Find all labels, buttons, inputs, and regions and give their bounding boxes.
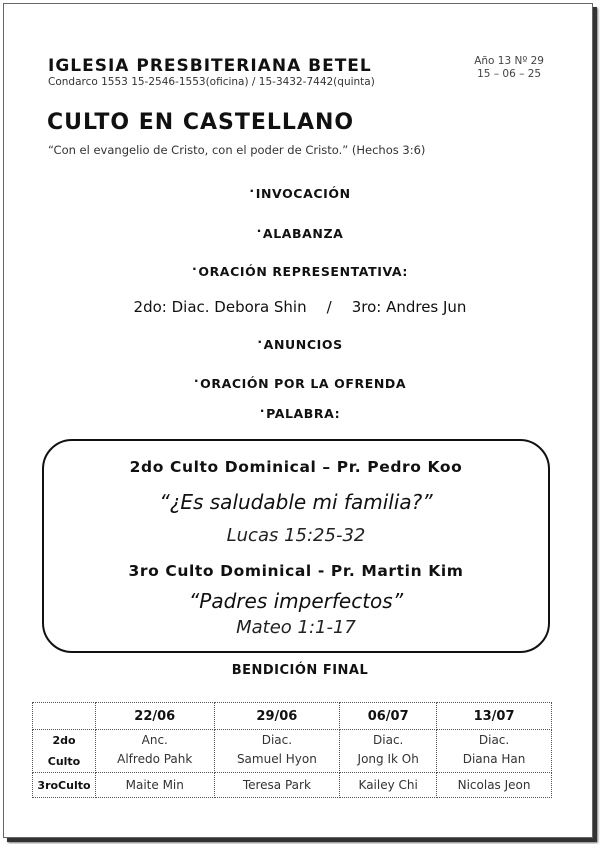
roster-cell <box>437 730 552 773</box>
roster-cell <box>96 730 215 773</box>
row-label-line: Culto <box>47 755 81 768</box>
roster-cell <box>214 730 340 773</box>
order-label: ORACIÓN POR LA OFRENDA <box>200 376 407 391</box>
order-anuncios <box>0 334 600 352</box>
order-ofrenda <box>0 373 600 391</box>
roster-title: Diac. <box>373 732 404 747</box>
bendicion-final: BENDICIÓN FINAL <box>231 663 369 678</box>
roster-title: Diac. <box>261 732 293 747</box>
roster-row-2do <box>33 730 552 773</box>
roster-person: Alfredo Pahk <box>117 751 193 766</box>
sermon-1-heading: 2do Culto Dominical – Pr. Pedro Koo <box>129 458 463 476</box>
order-label: ANUNCIOS <box>263 337 343 352</box>
order-label: ALABANZA <box>262 226 344 241</box>
sermon-2-title: “Padres imperfectos” <box>188 589 404 613</box>
sermon-box <box>42 439 550 653</box>
order-invocacion <box>0 183 600 201</box>
roster-title: Diac. <box>478 732 510 747</box>
roster-row-label <box>33 730 96 773</box>
roster-corner <box>33 703 96 730</box>
bullet: · <box>256 223 262 238</box>
roster-date: 22/06 <box>96 703 215 730</box>
row-label-line: 2do <box>52 734 76 747</box>
church-name: IGLESIA PRESBITERIANA BETEL <box>48 56 372 76</box>
bullet: · <box>191 261 198 276</box>
roster-title: Anc. <box>141 732 168 747</box>
sermon-2-heading: 3ro Culto Dominical - Pr. Martin Kim <box>128 562 464 580</box>
roster-row-3ro <box>33 773 552 798</box>
roster-cell <box>340 730 437 773</box>
bullet: · <box>259 403 266 418</box>
roster-person: Nicolas Jeon <box>437 773 552 798</box>
issue-info <box>474 55 544 81</box>
sermon-2-reference: Mateo 1:1-17 <box>236 617 356 638</box>
order-label: INVOCACIÓN <box>255 186 351 201</box>
issue-number: Año 13 Nº 29 <box>474 55 544 67</box>
bullet: · <box>257 334 263 349</box>
reader-separator: / <box>326 298 332 316</box>
roster-person: Maite Min <box>96 773 215 798</box>
service-motto: “Con el evangelio de Cristo, con el poder de Cristo.” (Hechos 3:6) <box>48 143 426 157</box>
roster-person: Jong Ik Oh <box>357 751 419 766</box>
order-label: PALABRA: <box>266 406 341 421</box>
service-title: CULTO EN CASTELLANO <box>47 110 355 135</box>
roster-table <box>32 702 552 798</box>
roster-date: 06/07 <box>340 703 437 730</box>
sermon-1-title: “¿Es saludable mi familia?” <box>159 490 433 514</box>
roster-date: 29/06 <box>214 703 340 730</box>
order-alabanza <box>0 223 600 241</box>
church-address: Condarco 1553 15-2546-1553(oficina) / 15-3432-7442(quinta) <box>48 76 375 88</box>
prayer-readers <box>0 298 600 316</box>
order-palabra <box>0 403 600 421</box>
roster-header-row <box>33 703 552 730</box>
reader-3ro: 3ro: Andres Jun <box>351 298 467 316</box>
bullet: · <box>193 373 200 388</box>
reader-2do: 2do: Diac. Debora Shin <box>133 298 307 316</box>
sermon-1-reference: Lucas 15:25-32 <box>226 525 366 546</box>
roster-date: 13/07 <box>437 703 552 730</box>
order-label: ORACIÓN REPRESENTATIVA: <box>198 264 408 279</box>
roster-row-label: 3roCulto <box>33 773 96 798</box>
roster-person: Samuel Hyon <box>236 751 317 766</box>
roster-person: Kailey Chi <box>340 773 437 798</box>
issue-date: 15 – 06 – 25 <box>477 68 542 80</box>
order-oracion <box>0 261 600 279</box>
roster-person: Diana Han <box>462 751 526 766</box>
bullet: · <box>249 183 255 198</box>
roster-person: Teresa Park <box>214 773 340 798</box>
